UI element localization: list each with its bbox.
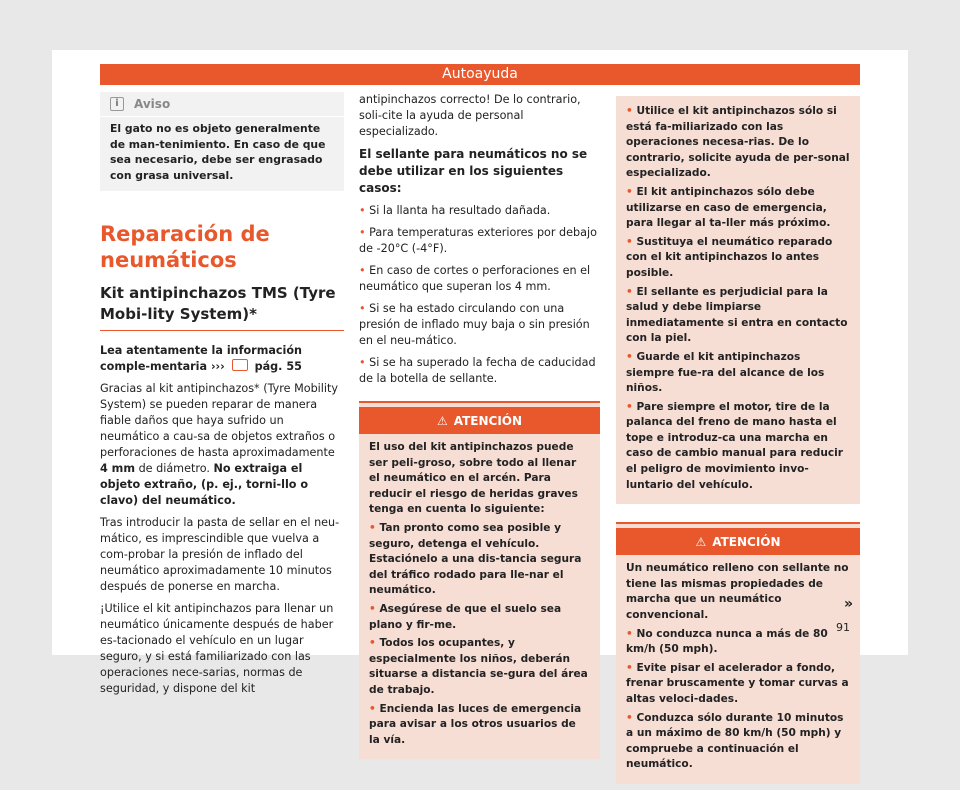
book-icon [232, 359, 248, 371]
list-item: • Sustituya el neumático reparado con el kit antipinchazos lo antes posible. [626, 235, 833, 279]
warning-header: ⚠ ATENCIÓN [359, 407, 600, 434]
column-2 [359, 92, 600, 765]
info-icon: i [110, 97, 124, 111]
subheading: El sellante para neumáticos no se debe utilizar en los siguientes casos: [359, 147, 588, 195]
list-item: • Para temperaturas exteriores por debajo de -20°C (-4°F). [359, 226, 597, 255]
chapter-header: Autoayuda [100, 64, 860, 85]
warning-triangle-icon: ⚠ [695, 535, 707, 550]
list-item: • Todos los ocupantes, y especialmente los niños, deberán situarse a distancia se-gura del área de trabajo. [369, 637, 588, 696]
list-item: • El sellante es perjudicial para la salud y debe limpiarse inmediatamente si entra en contacto con la piel. [626, 285, 848, 345]
warning-body: Un neumático relleno con sellante no tiene las mismas propiedades de marcha que un neumático convencional. • No conduzca nunca a más de 80 km/h (50 mph). • Evite pisar el acelerador a fondo, frenar bruscamente y tomar curvas a altas veloci-dades. • Conduzca sólo durante 10 minutos a un máximo de 80 km/h (50 mph) y compruebe a continuación el neumático. [616, 555, 860, 784]
list-item: • No conduzca nunca a más de 80 km/h (50 mph). [626, 627, 828, 656]
list-item: • Pare siempre el motor, tire de la palanca del freno de mano hasta el tope e introduz-ca una marcha en caso de cambio manual para reducir el peligro de movimiento invo-luntario del vehículo. [626, 400, 844, 491]
warning-triangle-icon: ⚠ [436, 414, 448, 428]
page-reference-link[interactable]: pág. 55 [254, 360, 302, 373]
section-title: Reparación de neumáticos [100, 222, 270, 272]
page-number: 91 [836, 621, 850, 634]
warning-continuation-box [616, 96, 860, 504]
lead-paragraph: Lea atentamente la información comple-mentaria ››› pág. 55 [100, 344, 303, 373]
paragraph: ¡Utilice el kit antipinchazos para llenar un neumático únicamente después de haber es-tacionado el vehículo en un lugar seguro, y si está familiarizado con las operaciones nece-sarias, normas de seguridad, y dispone del kit [100, 602, 334, 695]
note-box [100, 92, 344, 191]
warning-header: ⚠ ATENCIÓN [616, 528, 860, 555]
list-item: • Asegúrese de que el suelo sea plano y fir-me. [369, 602, 562, 631]
section-subtitle: Kit antipinchazos TMS (Tyre Mobi-lity System)* [100, 283, 344, 331]
continue-arrow-icon: » [844, 596, 854, 612]
list-item: • En caso de cortes o perforaciones en el neumático que superan los 4 mm. [359, 264, 591, 293]
list-item: • Tan pronto como sea posible y seguro, detenga el vehículo. Estaciónelo a una dis-tancia segura del tráfico rodado para lle-nar el neumático. [369, 521, 582, 597]
note-title: Aviso [134, 97, 171, 111]
column-3 [616, 92, 860, 790]
list-item: • Conduzca sólo durante 10 minutos a un máximo de 80 km/h (50 mph) y compruebe a continuación el neumático. [626, 711, 844, 771]
emphasis-text: No extraiga el objeto extraño, (p. ej., torni-llo o clavo) del neumático. [100, 462, 309, 507]
list-item: • El kit antipinchazos sólo debe utilizarse en caso de emergencia, para llegar al ta-ller más próximo. [626, 185, 831, 230]
note-text: El gato no es objeto generalmente de man-tenimiento. En caso de que sea necesario, debe ser engrasado con grasa universal. [110, 122, 326, 182]
warning-box [616, 522, 860, 784]
list-item: • Si se ha superado la fecha de caducidad de la botella de sellante. [359, 356, 596, 385]
list-item: • Utilice el kit antipinchazos sólo si está fa-miliarizado con las operaciones necesa-rias. De lo contrario, solicite ayuda de per-sonal especializado. [626, 105, 850, 180]
bullet-list [359, 203, 600, 387]
warning-box [359, 401, 600, 759]
paragraph: antipinchazos correcto! De lo contrario, soli-cite la ayuda de personal especializado. [359, 93, 581, 138]
column-1 [100, 92, 344, 703]
note-header [100, 92, 344, 117]
paragraph: Gracias al kit antipinchazos* (Tyre Mobility System) se pueden reparar de manera fiable daños que haya sufrido un neumático a cau-sa de objetos extraños o perforaciones de hasta aproximadamente 4 mm de diámetro. No extraiga el objeto extraño, (p. ej., torni-llo o clavo) del neumático. [100, 382, 339, 507]
list-item: • Guarde el kit antipinchazos siempre fue-ra del alcance de los niños. [626, 350, 825, 395]
warning-body: El uso del kit antipinchazos puede ser peli-groso, sobre todo al llenar el neumático en el arcén. Para reducir el riesgo de heridas graves tenga en cuenta lo siguiente: • Tan pronto como sea posible y seguro, detenga el vehículo. Estaciónelo a una dis-tancia segura del tráfico rodado para lle-nar el neumático. • Asegúrese de que el suelo sea plano y fir-me. • Todos los ocupantes, y especialmente los niños, deberán situarse a distancia se-gura del área de trabajo. • Encienda las luces de emergencia para avisar a los otros usuarios de la vía. [359, 434, 600, 759]
paragraph: Tras introducir la pasta de sellar en el neu-mático, es imprescindible que vuelva a com-probar la presión de inflado del neumático aproximadamente 10 minutos después de ponerse en marcha. [100, 516, 340, 593]
list-item: • Si se ha estado circulando con una presión de inflado muy baja o sin presión en el neu-mático. [359, 302, 590, 347]
list-item: • Si la llanta ha resultado dañada. [359, 204, 551, 217]
list-item: • Evite pisar el acelerador a fondo, frenar bruscamente y tomar curvas a altas veloci-dades. [626, 661, 849, 705]
list-item: • Encienda las luces de emergencia para avisar a los otros usuarios de la vía. [369, 702, 582, 746]
